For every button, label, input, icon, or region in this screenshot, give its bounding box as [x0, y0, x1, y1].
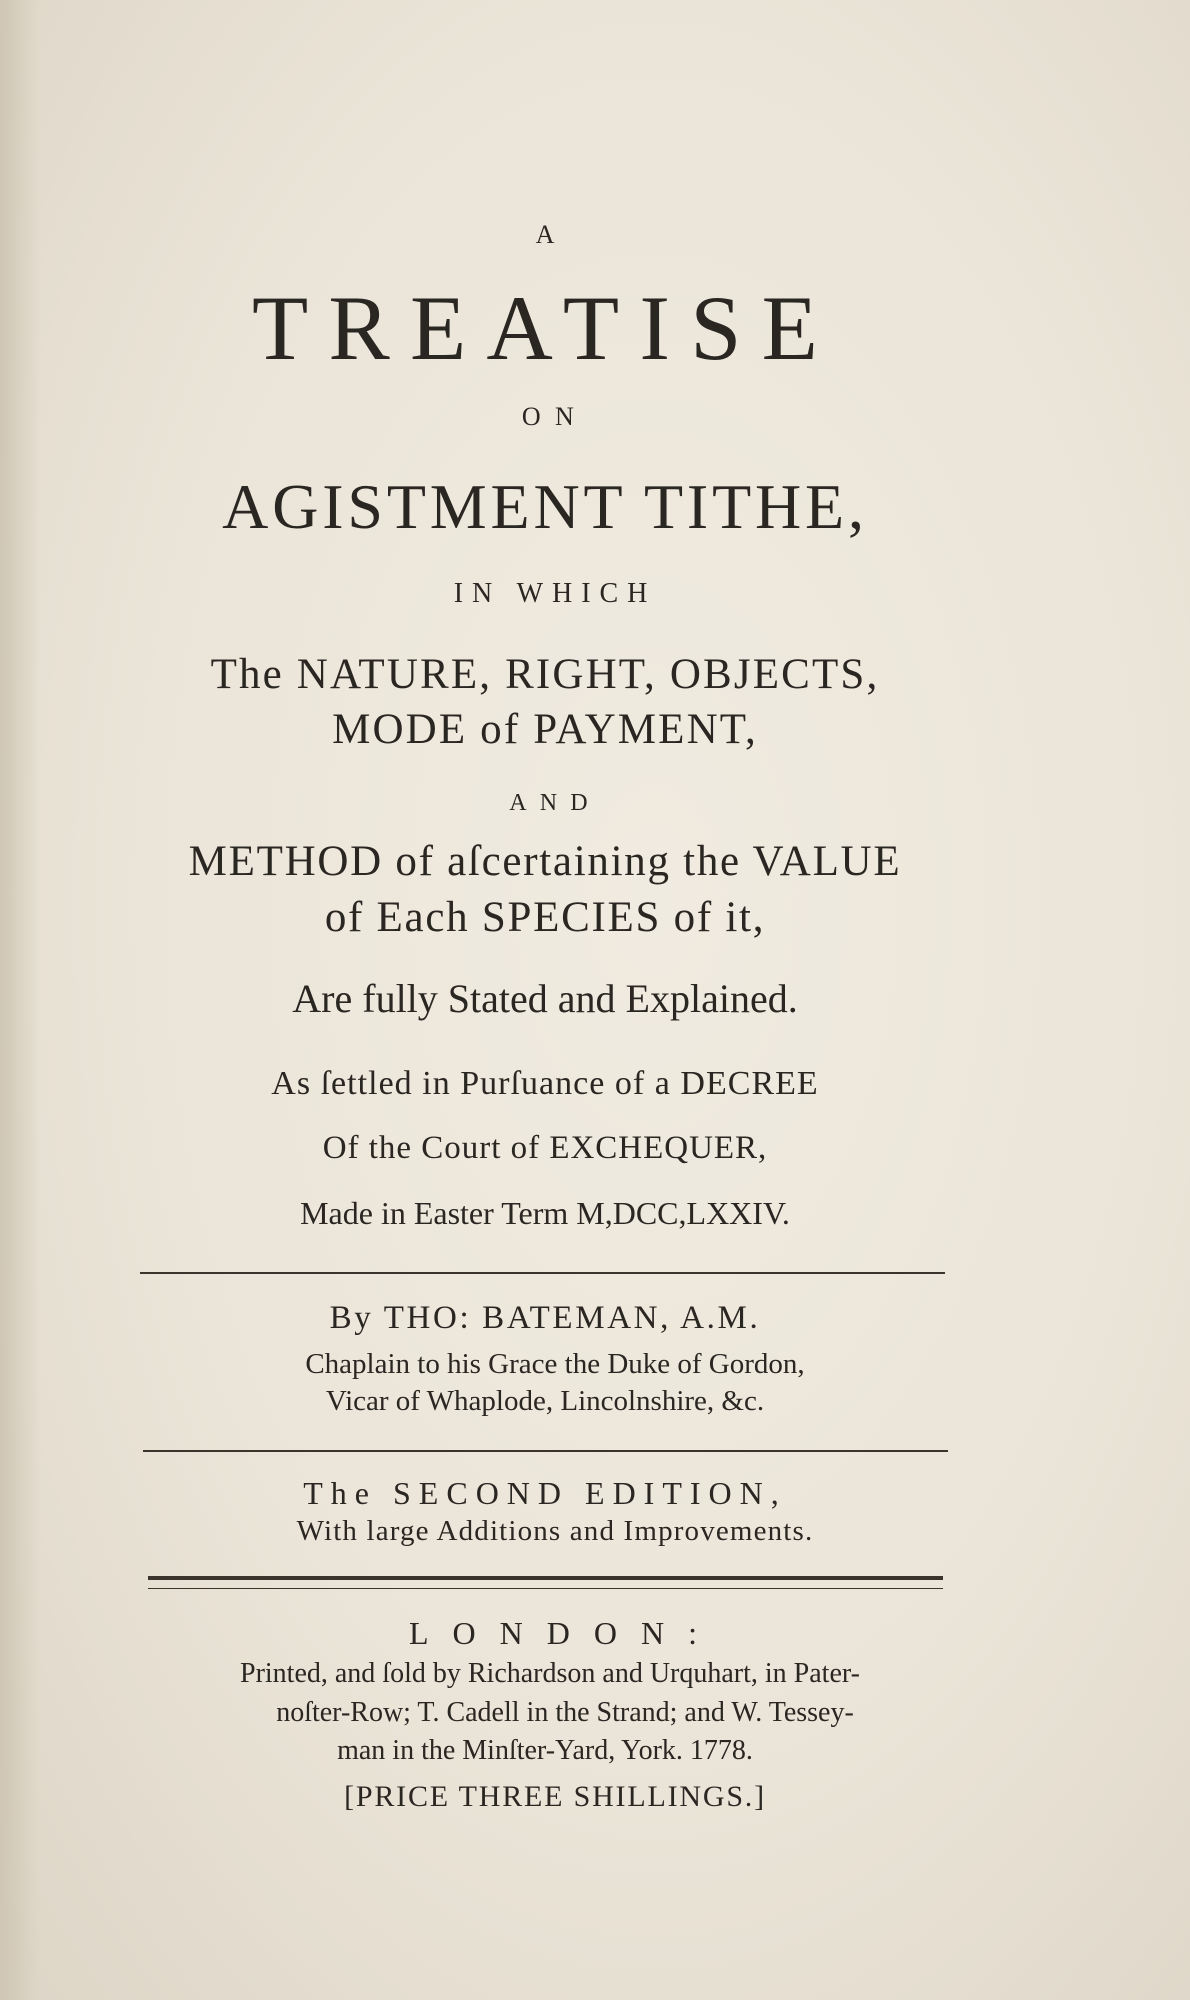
title-main: TREATISE	[251, 277, 839, 379]
rule-2	[143, 1450, 948, 1452]
imprint-line-3: man in the Minſter-Yard, York. 1778.	[337, 1735, 753, 1766]
imprint-price: [PRICE THREE SHILLINGS.]	[344, 1780, 766, 1813]
title-on: ON	[521, 402, 589, 431]
imprint-city: LONDON:	[409, 1615, 721, 1651]
edition-line-2: With large Additions and Improvements.	[296, 1515, 814, 1547]
rule-3-thin	[148, 1588, 943, 1589]
edition-line-1: The SECOND EDITION,	[303, 1475, 787, 1511]
author-role-1: Chaplain to his Grace the Duke of Gordon,	[305, 1348, 805, 1380]
in-which: IN WHICH	[453, 578, 657, 609]
description-line-3: METHOD of aſcertaining the VALUE	[188, 838, 902, 885]
author-name: By THO: BATEMAN, A.M.	[329, 1300, 761, 1336]
title-subject: AGISTMENT TITHE,	[222, 471, 868, 542]
description-line-1: The NATURE, RIGHT, OBJECTS,	[210, 651, 880, 698]
decree-line-2: Of the Court of EXCHEQUER,	[322, 1130, 768, 1166]
description-line-4: of Each SPECIES of it,	[324, 894, 766, 941]
decree-line-3: Made in Easter Term M,DCC,LXXIV.	[300, 1195, 790, 1231]
rule-3-thick	[148, 1576, 943, 1580]
title-article: A	[535, 220, 555, 249]
description-line-5: Are fully Stated and Explained.	[292, 976, 798, 1021]
imprint-line-2: noſter-Row; T. Cadell in the Strand; and W. Tessey-	[276, 1697, 854, 1728]
decree-line-1: As ſettled in Purſuance of a DECREE	[271, 1065, 819, 1102]
description-and: AND	[509, 790, 601, 816]
imprint-line-1: Printed, and ſold by Richardson and Urquhart, in Pater-	[240, 1658, 860, 1689]
author-role-2: Vicar of Whaplode, Lincolnshire, &c.	[325, 1385, 765, 1417]
description-line-2: MODE of PAYMENT,	[332, 706, 758, 753]
rule-1	[140, 1272, 945, 1274]
